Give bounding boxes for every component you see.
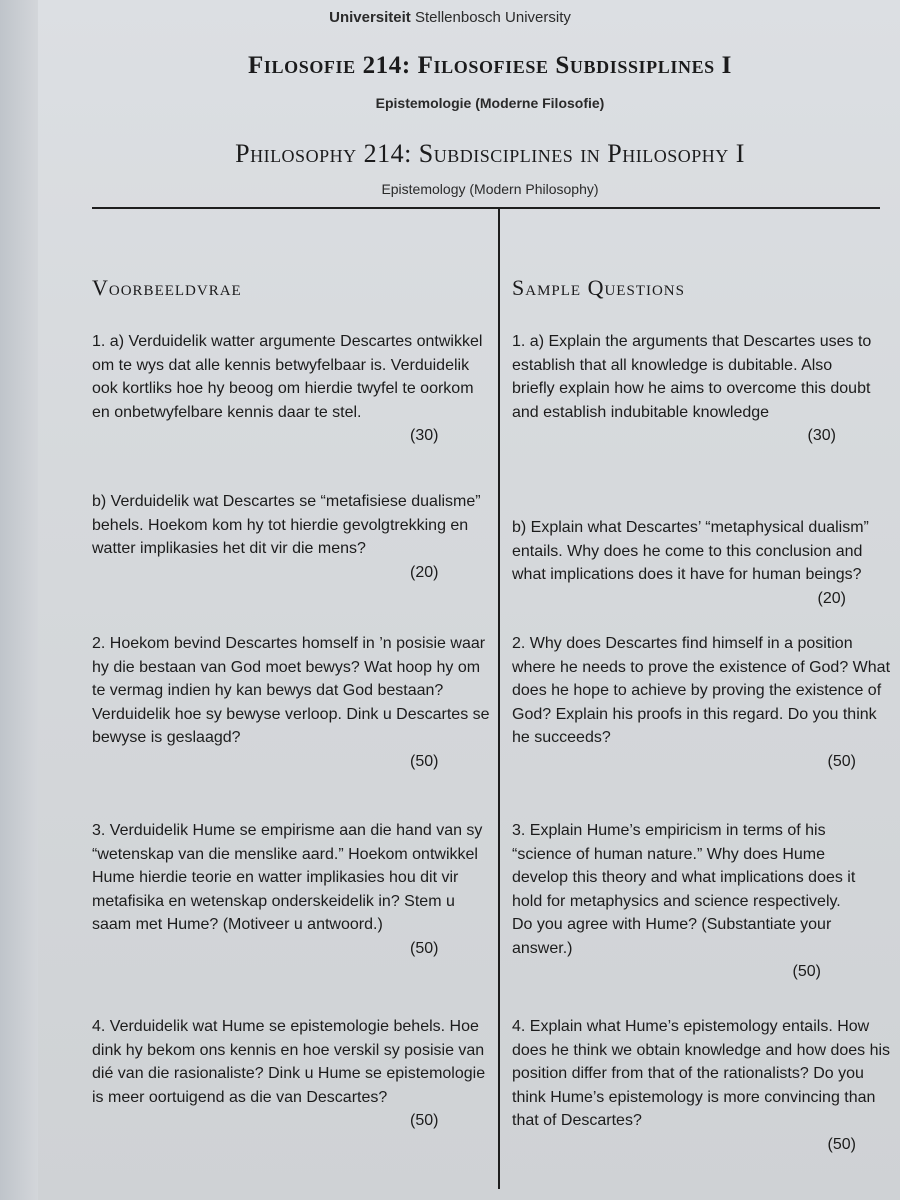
column-divider — [498, 209, 500, 1189]
course-subtitle-af: Epistemologie (Moderne Filosofie) — [375, 95, 605, 111]
question-1a-en — [512, 330, 872, 448]
course-title-af: Filosofie 214: Filosofiese Subdissiplines I — [248, 52, 732, 79]
university-name-en: Stellenbosch University — [414, 9, 571, 26]
section-heading-en: Sample Questions — [512, 275, 685, 300]
question-1b-af — [92, 490, 492, 584]
question-4-en — [512, 1015, 892, 1156]
header-divider — [92, 207, 880, 209]
course-subtitle-en: Epistemology (Modern Philosophy) — [381, 181, 599, 197]
question-text: 2. Hoekom bevind Descartes homself in ’n posisie waar hy die bestaan van God moet bewys? Wat hoop hy om te vermag indien hy kan bewys dat God bestaan? Verduidelik hoe sy bewyse verloop. Dink u Descartes se bewyse is geslaagd? — [92, 635, 490, 746]
question-text: 4. Verduidelik wat Hume se epistemologie behels. Hoe dink hy bekom ons kennis en hoe verskil sy posisie van dié van die rasionaliste? Dink u Hume se epistemologie is meer oortuigend as die van Descartes? — [92, 1018, 486, 1106]
university-name-af: Universiteit — [329, 9, 411, 26]
question-marks: (30) — [807, 427, 836, 444]
question-marks: (50) — [827, 1135, 856, 1153]
question-1a-af — [92, 330, 492, 448]
question-text: 1. a) Explain the arguments that Descartes uses to establish that all knowledge is dubitable. Also briefly explain how he aims to overcome this doubt and establish indubitable knowledge — [512, 333, 872, 421]
question-4-af — [92, 1015, 492, 1133]
section-heading-af: Voorbeeldvrae — [92, 275, 242, 300]
course-title-en: Philosophy 214: Subdisciplines in Philosophy I — [235, 139, 745, 168]
afrikaans-column — [92, 270, 492, 1129]
question-marks: (50) — [410, 1112, 439, 1129]
question-text: 4. Explain what Hume’s epistemology entails. How does he think we obtain knowledge and how does his position differ from that of the rationalists? Do you think Hume’s epistemology is more convincing than that of Descartes? — [512, 1018, 891, 1129]
question-text: 1. a) Verduidelik watter argumente Descartes ontwikkel om te wys dat alle kennis betwyfelbaar is. Verduidelik ook kortliks hoe hy beoog om hierdie twyfel te oorkom en onbetwyfelbare kennis daar te stel. — [92, 333, 483, 421]
university-name — [0, 9, 900, 26]
question-2-en — [512, 632, 892, 773]
question-marks: (20) — [817, 589, 846, 607]
question-3-en — [512, 819, 857, 984]
question-marks: (50) — [410, 939, 439, 957]
question-marks: (30) — [410, 427, 439, 444]
question-text: b) Explain what Descartes’ “metaphysical dualism” entails. Why does he come to this conclusion and what implications does it have for human beings? — [512, 519, 869, 583]
question-marks: (50) — [410, 752, 439, 770]
question-text: 3. Verduidelik Hume se empirisme aan die hand van sy “wetenskap van die menslike aard.” Hoekom ontwikkel Hume hierdie teorie en watter implikasies hou dit vir metafisika en wetenskap onderskeidelik in? Stem u saam met Hume? (Motiveer u antwoord.) — [92, 822, 483, 933]
question-text: 2. Why does Descartes find himself in a position where he needs to prove the existence of God? What does he hope to achieve by proving the existence of God? Explain his proofs in this regard. Do you think he succeeds? — [512, 635, 891, 746]
question-1b-en — [512, 516, 882, 610]
question-marks: (50) — [827, 752, 856, 770]
question-text: b) Verduidelik wat Descartes se “metafisiese dualisme” behels. Hoekom kom hy tot hierdie gevolgtrekking en watter implikasies het dit vir die mens? — [92, 493, 481, 557]
page-edge — [0, 0, 38, 1200]
question-marks: (20) — [410, 563, 439, 581]
english-column — [512, 270, 892, 1153]
question-2-af — [92, 632, 492, 773]
question-3-af — [92, 819, 492, 960]
question-marks: (50) — [792, 963, 821, 980]
question-text: 3. Explain Hume’s empiricism in terms of his “science of human nature.” Why does Hume develop this theory and what implications does it hold for metaphysics and science respectively. Do you agree with Hume? (Substantiate your answer.) — [512, 822, 856, 957]
